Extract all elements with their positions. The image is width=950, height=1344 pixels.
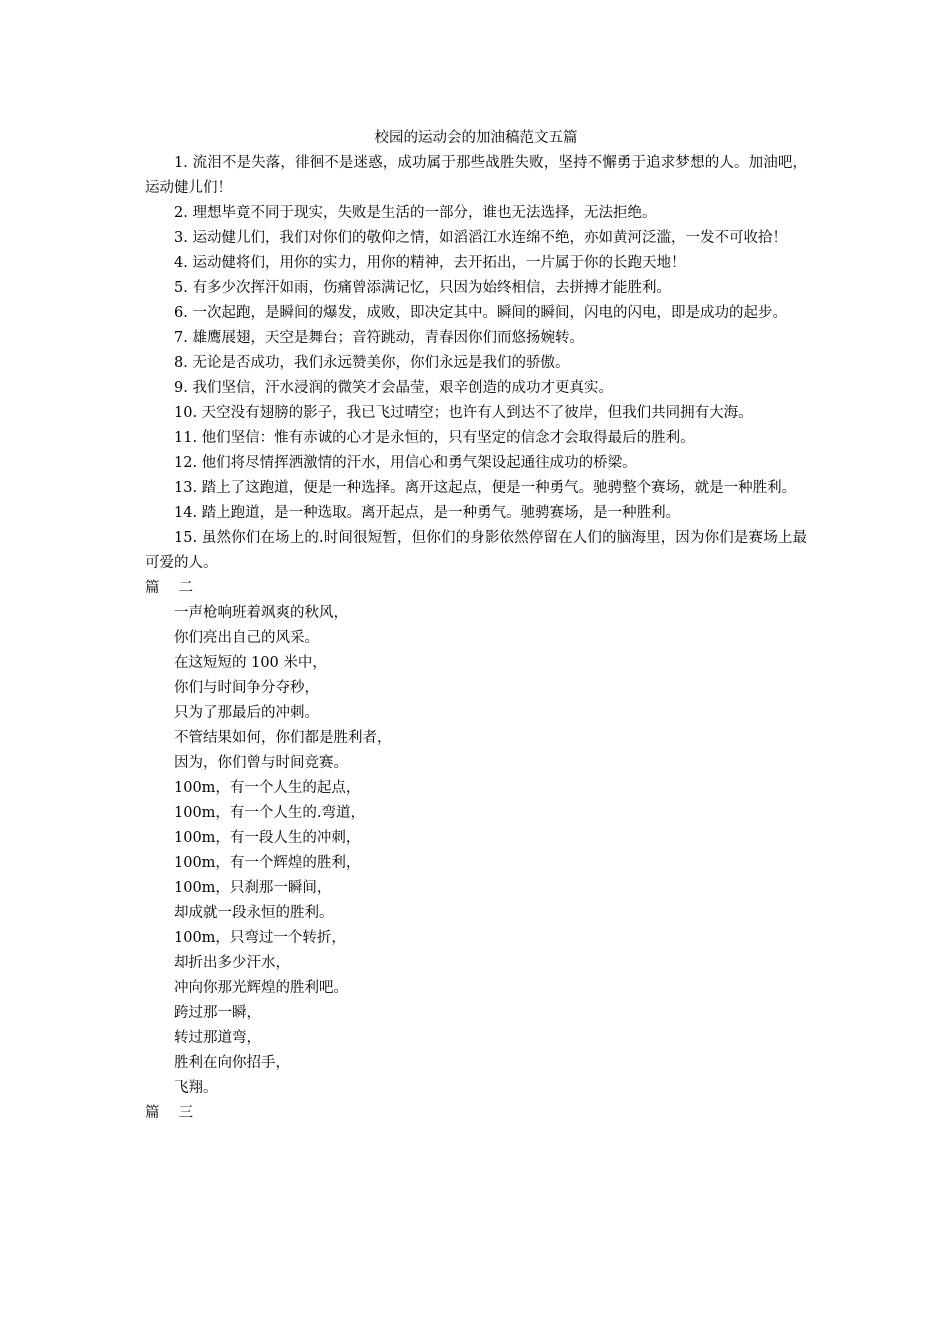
paragraph-13: 13. 踏上了这跑道，便是一种选择。离开这起点，便是一种勇气。驰骋整个赛场，就是一种胜利。 (174, 480, 797, 496)
poem-line: 100m，有一个人生的.弯道， (174, 805, 366, 821)
section-two-poem (145, 601, 807, 1101)
paragraph-9: 9. 我们坚信，汗水浸润的微笑才会晶莹，艰辛创造的成功才更真实。 (174, 380, 613, 396)
poem-line: 你们亮出自己的风采。 (174, 630, 319, 646)
section-three-heading: 篇 三 (145, 1105, 201, 1121)
paragraph-6: 6. 一次起跑，是瞬间的爆发，成败，即决定其中。瞬间的瞬间，闪电的闪电，即是成功的起步。 (174, 305, 787, 321)
document-page (145, 126, 807, 1126)
paragraph-8: 8. 无论是否成功，我们永远赞美你，你们永远是我们的骄傲。 (174, 355, 570, 371)
paragraph-4: 4. 运动健将们，用你的实力，用你的精神，去开拓出，一片属于你的长跑天地！ (174, 255, 686, 271)
section-one (145, 151, 807, 576)
paragraph-1: 1. 流泪不是失落，徘徊不是迷惑，成功属于那些战胜失败，坚持不懈勇于追求梦想的人。加油吧，运动健儿们！ (145, 155, 807, 196)
paragraph-12: 12. 他们将尽情挥洒激情的汗水，用信心和勇气架设起通往成功的桥梁。 (174, 455, 637, 471)
paragraph-15: 15. 虽然你们在场上的.时间很短暂，但你们的身影依然停留在人们的脑海里，因为你们是赛场上最可爱的人。 (145, 530, 807, 571)
paragraph-2: 2. 理想毕竟不同于现实，失败是生活的一部分，谁也无法选择，无法拒绝。 (174, 205, 657, 221)
document-title: 校园的运动会的加油稿范文五篇 (374, 130, 578, 146)
section-two-heading: 篇 二 (145, 580, 201, 596)
poem-line: 飞翔。 (174, 1080, 218, 1096)
paragraph-10: 10. 天空没有翅膀的影子，我已飞过晴空；也许有人到达不了彼岸，但我们共同拥有大海。 (174, 405, 753, 421)
poem-line: 胜利在向你招手， (174, 1055, 290, 1071)
poem-line: 跨过那一瞬， (174, 1005, 261, 1021)
paragraph-14: 14. 踏上跑道，是一种选取。离开起点，是一种勇气。驰骋赛场，是一种胜利。 (174, 505, 681, 521)
poem-line: 不管结果如何，你们都是胜利者， (174, 730, 392, 746)
paragraph-3: 3. 运动健儿们，我们对你们的敬仰之情，如滔滔江水连绵不绝，亦如黄河泛滥，一发不可收拾！ (174, 230, 787, 246)
poem-line: 冲向你那光辉煌的胜利吧。 (174, 980, 348, 996)
poem-line: 却折出多少汗水， (174, 955, 290, 971)
paragraph-11: 11. 他们坚信：惟有赤诚的心才是永恒的，只有坚定的信念才会取得最后的胜利。 (174, 430, 695, 446)
paragraph-5: 5. 有多少次挥汗如雨，伤痛曾添满记忆，只因为始终相信，去拼搏才能胜利。 (174, 280, 671, 296)
poem-line: 转过那道弯， (174, 1030, 261, 1046)
poem-line: 100m，有一个辉煌的胜利， (174, 855, 361, 871)
poem-line: 一声枪响班着飒爽的秋风， (174, 605, 348, 621)
paragraph-7: 7. 雄鹰展翅，天空是舞台；音符跳动，青春因你们而悠扬婉转。 (174, 330, 584, 346)
poem-line: 在这短短的 100 米中， (174, 655, 327, 671)
poem-line: 你们与时间争分夺秒， (174, 680, 319, 696)
poem-line: 只为了那最后的冲刺。 (174, 705, 319, 721)
poem-line: 因为，你们曾与时间竞赛。 (174, 755, 348, 771)
poem-line: 却成就一段永恒的胜利。 (174, 905, 334, 921)
poem-line: 100m，有一个人生的起点， (174, 780, 361, 796)
poem-line: 100m，只弯过一个转折， (174, 930, 346, 946)
poem-line: 100m，只刹那一瞬间， (174, 880, 332, 896)
poem-line: 100m，有一段人生的冲刺， (174, 830, 361, 846)
